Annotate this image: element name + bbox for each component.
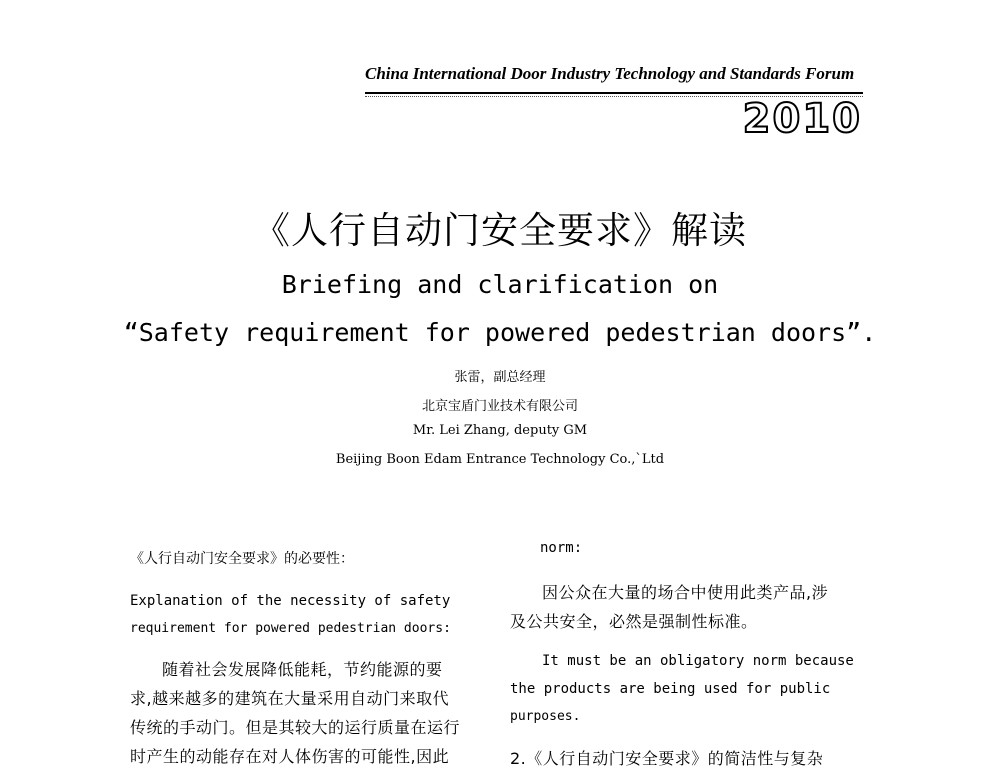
section-heading-en-line1: Explanation of the necessity of safety (130, 593, 451, 609)
paragraph-cn-line1: 随着社会发展降低能耗，节约能源的要 (162, 660, 443, 679)
section-heading-en-line2: requirement for powered pedestrian doors: (130, 621, 451, 636)
right-paragraph-en-line2: the products are being used for public (510, 681, 831, 697)
paragraph-cn-line3: 传统的手动门。但是其较大的运行质量在运行 (130, 718, 461, 737)
right-paragraph-cn-line1: 因公众在大量的场合中使用此类产品,涉 (542, 583, 829, 602)
paper-title-en-line2: “Safety requirement for powered pedestrian doors”. (123, 318, 877, 347)
author-company-cn: 北京宝盾门业技术有限公司 (421, 399, 578, 414)
continued-text-en: norm: (540, 540, 583, 556)
forum-title-underline (365, 92, 863, 94)
forum-year: 2010 (742, 96, 862, 142)
paragraph-cn-line4: 时产生的动能存在对人体伤害的可能性,因此 (130, 747, 450, 766)
author-name-cn: 张雷，副总经理 (454, 370, 546, 385)
right-paragraph-cn-line2: 及公共安全，必然是强制性标准。 (510, 612, 758, 631)
paper-title-cn: 《人行自动门安全要求》解读 (253, 209, 747, 252)
forum-title: China International Door Industry Technology and Standards Forum (365, 64, 855, 83)
section-heading-cn: 《人行自动门安全要求》的必要性： (130, 551, 354, 567)
right-paragraph-en-line1: It must be an obligatory norm because (542, 653, 854, 669)
right-paragraph-en-line3: purposes. (510, 709, 581, 724)
author-company-en: Beijing Boon Edam Entrance Technology Co.,`Ltd (335, 452, 665, 467)
paper-title-en-line1: Briefing and clarification on (281, 270, 719, 299)
next-section-heading-cn: 2.《人行自动门安全要求》的简洁性与复杂 (510, 749, 824, 768)
paragraph-cn-line2: 求,越来越多的建筑在大量采用自动门来取代 (130, 689, 450, 708)
author-name-en: Mr. Lei Zhang, deputy GM (412, 423, 588, 438)
